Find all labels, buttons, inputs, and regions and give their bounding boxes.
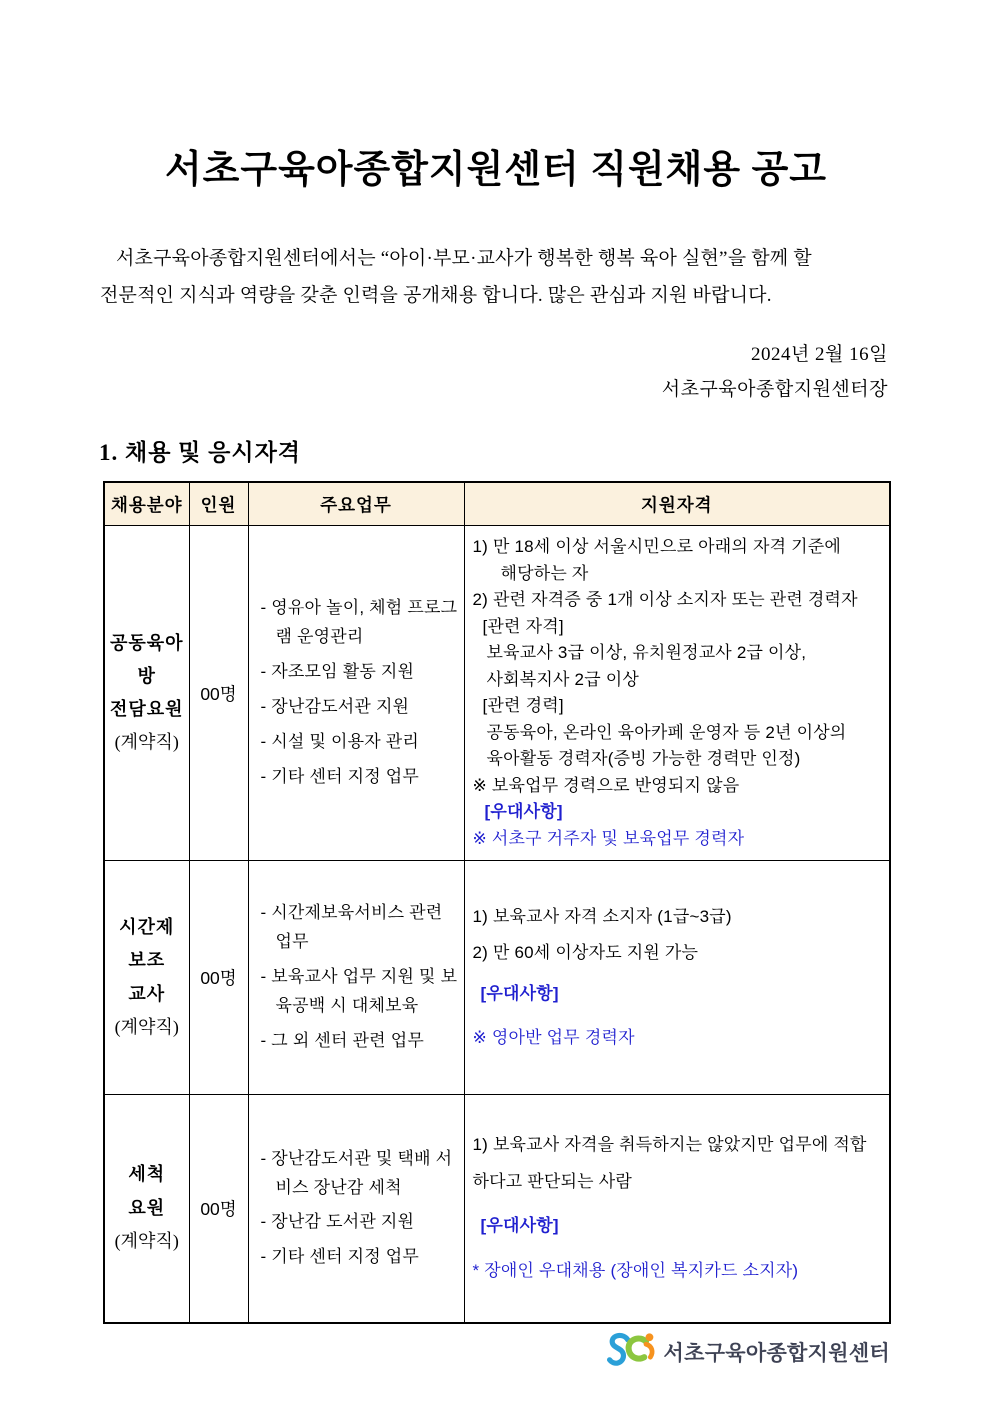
table-header-row [104,482,890,526]
duty-item: - 보육교사 업무 지원 및 보육공백 시 대체보육 [260,967,458,1016]
center-logo-icon [607,1330,659,1374]
qualification-line: * 장애인 우대채용 (장애인 복지카드 소지자) [472,1260,799,1280]
duty-item: - 기타 센터 지정 업무 [260,1247,420,1267]
duty-item: - 장난감도서관 및 택배 서비스 장난감 세척 [260,1148,453,1197]
position-name-line: 보조 [128,950,166,971]
position-contract-note: (계약직) [114,732,179,753]
section-heading: 1. 채용 및 응시자격 [99,440,302,465]
job-row [104,1095,890,1323]
duty-item: - 자조모임 활동 지원 [260,662,415,682]
duty-item: - 장난감 도서관 지원 [260,1212,415,1232]
header-position: 채용분야 [104,482,189,526]
qualifications-cell [464,861,890,1095]
qualifications-cell [464,1095,890,1323]
qualification-line: [우대사항] [480,983,559,1003]
date-block [662,337,888,407]
job-row [104,526,890,861]
headcount-cell: 00명 [189,526,248,861]
position-name-line: 교사 [128,983,166,1004]
headcount-cell: 00명 [189,861,248,1095]
qualification-line: 1) 보육교사 자격을 취득하지는 않았지만 업무에 적합 [472,1135,867,1155]
qualification-line: ※ 영아반 업무 경력자 [472,1028,635,1048]
qualification-line: 2) 관련 자격증 중 1개 이상 소지자 또는 관련 경력자 [472,590,858,610]
job-table-body [104,526,890,1323]
qualification-line: ※ 서초구 거주자 및 보육업무 경력자 [472,828,745,848]
duty-item: - 영유아 놀이, 체험 프로그램 운영관리 [260,598,458,647]
qualification-line: 2) 만 60세 이상자도 지원 가능 [472,943,699,963]
position-cell [104,1095,189,1323]
position-contract-note: (계약직) [114,1016,179,1037]
duty-item: - 장난감도서관 지원 [260,697,410,717]
position-cell [104,526,189,861]
footer-logo [607,1330,890,1374]
qualification-line: [관련 경력] [482,696,564,716]
position-contract-note: (계약직) [114,1231,179,1252]
qualification-line: 사회복지사 2급 이상 [486,669,639,689]
duty-item: - 그 외 센터 관련 업무 [260,1031,424,1051]
duty-item: - 시간제보육서비스 관련 업무 [260,903,443,952]
header-qualifications: 지원자격 [464,482,890,526]
qualification-line: 보육교사 3급 이상, 유치원정교사 2급 이상, [486,643,807,663]
date-line: 2024년 2월 16일 [750,344,888,365]
qualification-line: ※ 보육업무 경력으로 반영되지 않음 [472,775,740,795]
duties-cell [248,861,464,1095]
qualification-line: 1) 보육교사 자격 소지자 (1급~3급) [472,906,732,926]
headcount-cell: 00명 [189,1095,248,1323]
header-duties: 주요업무 [248,482,464,526]
job-table [103,481,891,1324]
duty-item: - 기타 센터 지정 업무 [260,766,420,786]
position-name-line: 공동육아방 [109,632,184,686]
qualification-line: 육아활동 경력자(증빙 가능한 경력만 인정) [486,749,801,769]
qualification-line: 1) 만 18세 이상 서울시민으로 아래의 자격 기준에 [472,537,841,556]
footer-logo-text: 서초구육아종합지원센터 [663,1342,890,1365]
position-name-line: 전담요원 [109,699,184,720]
duty-item: - 시설 및 이용자 관리 [260,731,420,751]
qualification-line: [관련 자격] [482,616,564,636]
position-name-line: 세척 [128,1164,166,1185]
position-name-line: 시간제 [119,917,175,938]
header-headcount: 인원 [189,482,248,526]
qualification-line: 하다고 판단되는 사람 [472,1171,632,1191]
qualification-line: [우대사항] [484,802,563,822]
duties-cell [248,1095,464,1323]
signer-line: 서초구육아종합지원센터장 [661,379,888,401]
qualifications-cell [464,526,890,861]
position-cell [104,861,189,1095]
page-title: 서초구육아종합지원센터 직원채용 공고 [164,149,828,191]
qualification-line: 공동육아, 온라인 육아카페 운영자 등 2년 이상의 [486,722,847,742]
job-row [104,861,890,1095]
duties-cell [248,526,464,861]
position-name-line: 요원 [128,1197,166,1218]
intro-paragraph: 서초구육아종합지원센터에서는 “아이·부모·교사가 행복한 행복 육아 실현”을 함께 할 전문적인 지식과 역량을 갖춘 인력을 공개채용 합니다. 많은 관심과 지원 바랍니다. [100,248,812,307]
qualification-line: [우대사항] [480,1216,559,1236]
qualification-line: 해당하는 자 [500,563,589,583]
